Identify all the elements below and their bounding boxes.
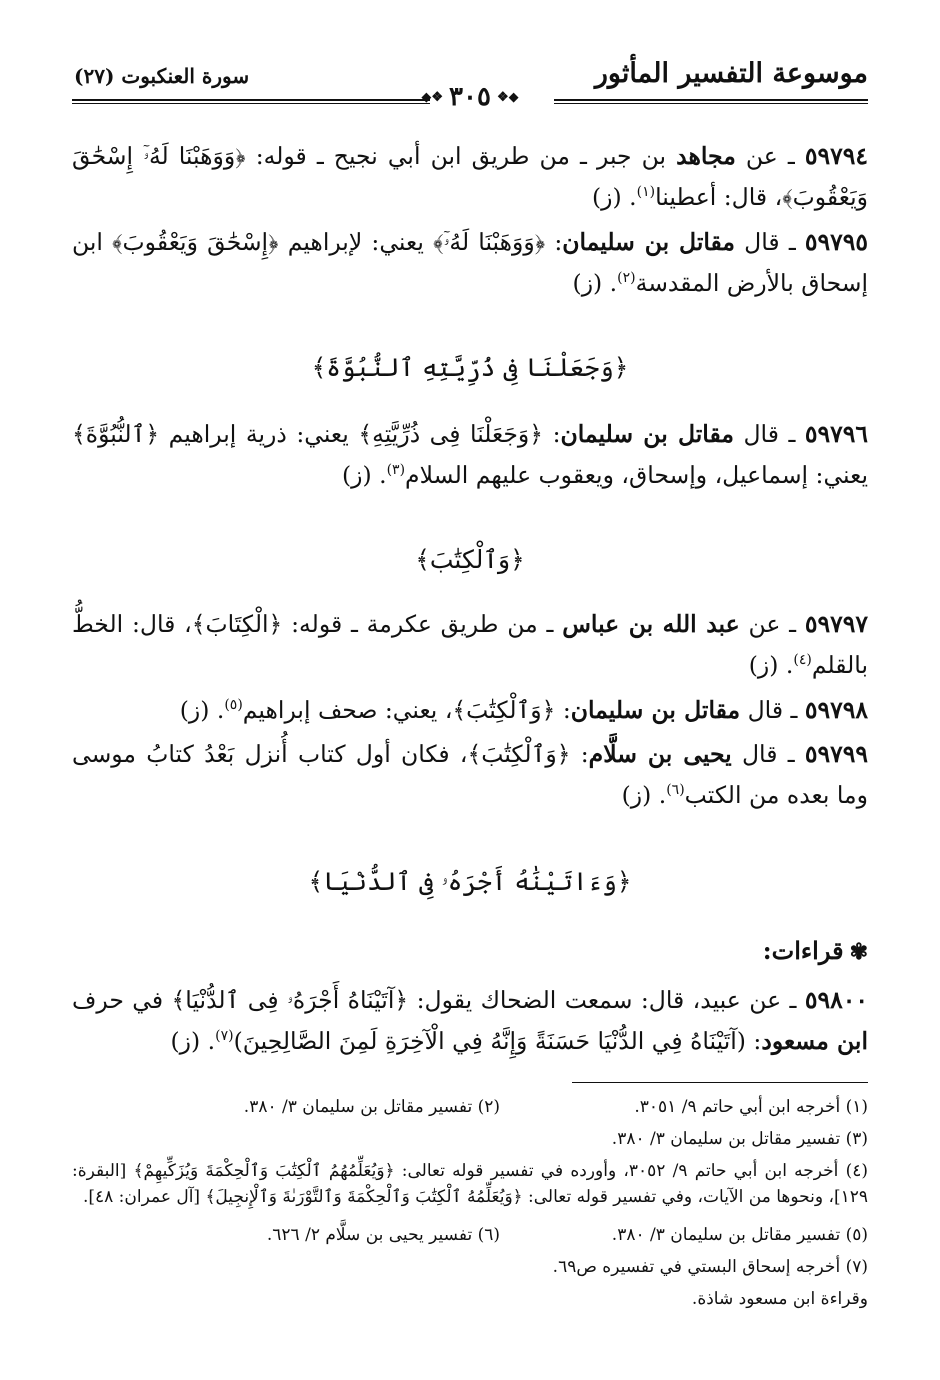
text: ـ قال bbox=[731, 740, 805, 768]
text: يعني: ذرية إبراهيم bbox=[159, 420, 359, 448]
ornament-icon: ◆❖ bbox=[496, 90, 519, 105]
verse-heading: ﴿وَجَعَلْنَا فِى ذُرِّيَّتِهِ ٱلنُّبُوَّةَ﴾ bbox=[311, 353, 629, 382]
text: . (ز) bbox=[170, 1027, 216, 1055]
footnote-1: (١) أخرجه ابن أبي حاتم ٩/ ٣٠٥١. bbox=[634, 1097, 868, 1117]
text: يعني: إسماعيل، وإسحاق، ويعقوب عليهم السلام bbox=[405, 461, 868, 489]
text: : (آتَيْنَاهُ فِي الدُّنْيَا حَسَنَةً وَإِنَّهُ فِي الْآخِرَةِ لَمِنَ الصَّالِحِينَ) bbox=[233, 1027, 762, 1055]
qiraat-label: قراءات: bbox=[762, 936, 844, 965]
entry-number: ٥٩٧٩٦ bbox=[804, 420, 869, 448]
text: . (ز) bbox=[748, 651, 794, 679]
entry-59800 bbox=[72, 980, 868, 1062]
text: في حرف bbox=[72, 986, 172, 1014]
footnote-ref[interactable]: (٦) bbox=[666, 782, 685, 799]
footnote-7: (٧) أخرجه إسحاق البستي في تفسيره ص٦٩. bbox=[552, 1257, 868, 1277]
entry-59794 bbox=[72, 136, 868, 218]
entry-59798 bbox=[72, 690, 868, 731]
narrator-name: يحيى بن سلَّام bbox=[588, 740, 732, 768]
ornament-icon: ❖◆ bbox=[421, 90, 444, 105]
text: . (ز) bbox=[592, 183, 637, 211]
entry-59797 bbox=[72, 604, 868, 686]
text: ، قال: الخطُّ بالقلم bbox=[72, 610, 868, 679]
flower-ornament-icon: ✾ bbox=[849, 939, 868, 965]
text: ، قال: أعطينا bbox=[655, 183, 783, 211]
quran-verse: ﴿وَوَهَبْنَا لَهُۥٓ إِسْحَٰقَ وَيَعْقُوبَ﴾ bbox=[72, 142, 868, 211]
quran-verse: ﴿وَٱلْكِتَٰبَ﴾ bbox=[467, 740, 571, 768]
footnote-ref[interactable]: (٧) bbox=[215, 1028, 234, 1045]
text: : bbox=[545, 228, 563, 256]
narrator-name: مجاهد bbox=[676, 142, 736, 170]
text: ، يعني: صحف إبراهيم bbox=[242, 696, 453, 724]
narrator-name: مقاتل بن سليمان bbox=[570, 696, 741, 724]
entry-59795 bbox=[72, 222, 868, 304]
text: . (ز) bbox=[179, 696, 225, 724]
page-number-wrap bbox=[0, 82, 940, 113]
text: ـ عن bbox=[739, 610, 805, 638]
footnote-7-note: وقراءة ابن مسعود شاذة. bbox=[691, 1289, 868, 1309]
text: . (ز) bbox=[621, 781, 667, 809]
verse-heading: ﴿وَٱلْكِتَٰبَ﴾ bbox=[415, 545, 525, 574]
text: ابن إسحاق بالأرض المقدسة bbox=[72, 228, 868, 297]
page-number: ٣٠٥ bbox=[449, 82, 491, 112]
entry-number: ٥٩٧٩٥ bbox=[804, 228, 869, 256]
text: : bbox=[570, 740, 589, 768]
quran-verse: ﴿آتَيْنَاهُ أَجْرَهُۥ فِى ٱلدُّنْيَا﴾ bbox=[171, 986, 409, 1014]
footnote-6: (٦) تفسير يحيى بن سلَّام ٢/ ٦٢٦. bbox=[266, 1225, 500, 1245]
entry-number: ٥٩٧٩٧ bbox=[804, 610, 868, 638]
text: ، فكان أول كتاب أُنزل بَعْدُ كتابُ موسى وما بعده من الكتب bbox=[72, 740, 868, 809]
text: . (ز) bbox=[341, 461, 387, 489]
footnote-ref[interactable]: (٤) bbox=[793, 652, 812, 669]
footnote-5: (٥) تفسير مقاتل بن سليمان ٣/ ٣٨٠. bbox=[611, 1225, 868, 1245]
footnote-2: (٢) تفسير مقاتل بن سليمان ٣/ ٣٨٠. bbox=[243, 1097, 500, 1117]
quran-verse: ﴿وَجَعَلْنَا فِى ذُرِّيَّتِهِ﴾ bbox=[358, 420, 544, 448]
text: يعني: لإبراهيم bbox=[278, 228, 434, 256]
entry-number: ٥٩٧٩٤ bbox=[804, 142, 868, 170]
text: : bbox=[543, 420, 561, 448]
qiraat-heading bbox=[763, 936, 868, 965]
entry-number: ٥٩٧٩٩ bbox=[804, 740, 868, 768]
footnote-3: (٣) تفسير مقاتل بن سليمان ٣/ ٣٨٠. bbox=[611, 1129, 868, 1149]
narrator-name: مقاتل بن سليمان bbox=[562, 228, 735, 256]
footnote-ref[interactable]: (١) bbox=[636, 184, 656, 201]
quran-verse: ﴿الْكِتَابَ﴾ bbox=[191, 610, 283, 638]
text: ـ عن عبيد، قال: سمعت الضحاك يقول: bbox=[408, 986, 805, 1014]
surah-title: سورة العنكبوت (٢٧) bbox=[74, 64, 250, 88]
footnote-ref[interactable]: (٣) bbox=[386, 462, 406, 479]
footnote-4: (٤) أخرجه ابن أبي حاتم ٩/ ٣٠٥٢، وأورده في تفسير قوله تعالى: ﴿وَيُعَلِّمُهُمُ ٱلْكِتَٰبَ وَٱلْحِكْمَةَ وَيُزَكِّيهِمْ﴾ [البقرة: ١٢٩]، ونحوها من الآيات، وفي تفسير قوله تعالى: ﴿وَيُعَلِّمُهُ ٱلْكِتَٰبَ وَٱلْحِكْمَةَ وَٱلتَّوْرَىٰةَ وَٱلْإِنجِيلَ﴾ [آل عمران: ٤٨]. bbox=[72, 1161, 869, 1207]
text: ـ قال bbox=[740, 696, 805, 724]
quran-verse: ﴿وَوَهَبْنَا لَهُۥٓ﴾ bbox=[433, 228, 546, 256]
entry-59799 bbox=[72, 734, 868, 816]
verse-heading: ﴿وَءَاتَيْنَٰهُ أَجْرَهُۥ فِى ٱلدُّنْيَا﴾ bbox=[308, 867, 632, 896]
entry-number: ٥٩٨٠٠ bbox=[804, 986, 868, 1014]
book-title: موسوعة التفسير المأثور bbox=[594, 58, 868, 89]
narrator-name: ابن مسعود bbox=[761, 1027, 868, 1055]
quran-verse: ﴿ٱلنُّبُوَّةَ﴾ bbox=[72, 420, 160, 448]
text: . (ز) bbox=[572, 269, 618, 297]
footnote-ref[interactable]: (٥) bbox=[224, 697, 243, 714]
text: ـ من طريق عكرمة ـ قوله: bbox=[282, 610, 563, 638]
entry-number: ٥٩٧٩٨ bbox=[804, 696, 868, 724]
text: بن جبر ـ من طريق ابن أبي نجيح ـ قوله: bbox=[245, 142, 677, 170]
text: ـ قال bbox=[735, 228, 805, 256]
entry-59796 bbox=[72, 414, 868, 496]
text: ـ عن bbox=[735, 142, 805, 170]
quran-verse: ﴿إِسْحَٰقَ وَيَعْقُوبَ﴾ bbox=[112, 228, 279, 256]
narrator-name: عبد الله بن عباس bbox=[562, 610, 740, 638]
quran-verse: ﴿وَٱلْكِتَٰبَ﴾ bbox=[452, 696, 556, 724]
text: : bbox=[555, 696, 571, 724]
footnote-divider bbox=[572, 1082, 868, 1083]
text: ـ قال bbox=[733, 420, 805, 448]
footnote-ref[interactable]: (٢) bbox=[617, 270, 636, 287]
narrator-name: مقاتل بن سليمان bbox=[560, 420, 734, 448]
